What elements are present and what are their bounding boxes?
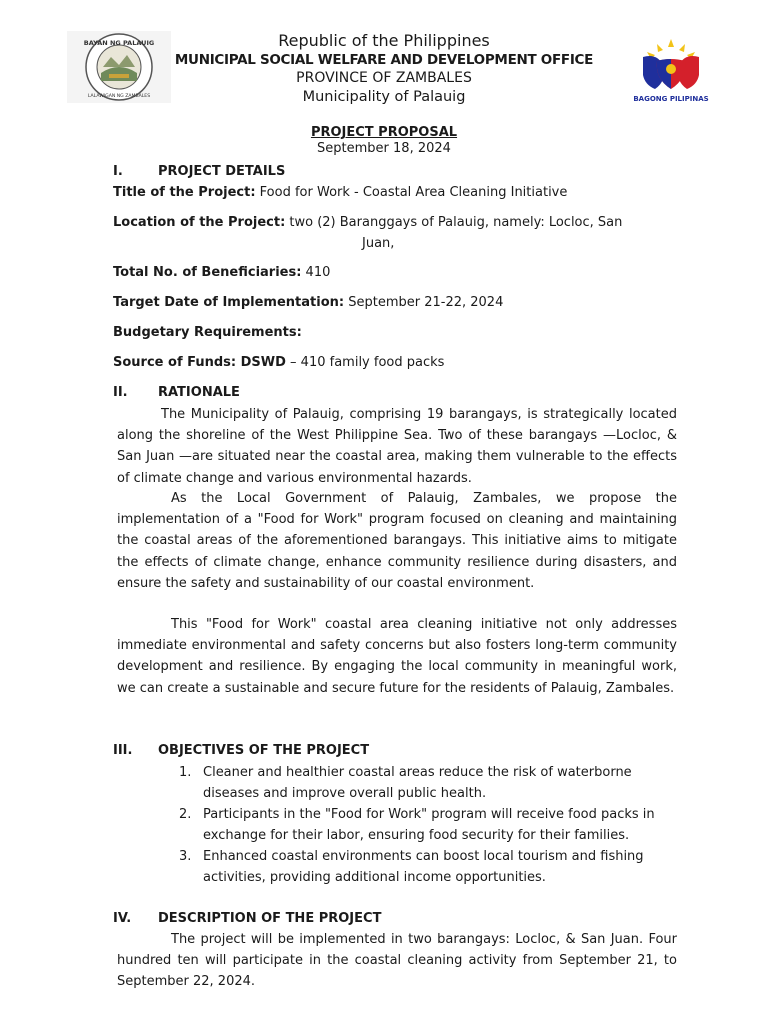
section-heading-objectives: [113, 743, 369, 758]
document-title: PROJECT PROPOSAL: [310, 125, 458, 140]
seal-top-text: BAYAN NG PALAUIG: [83, 39, 155, 47]
field-target-date: [113, 292, 677, 313]
section-heading-rationale: [113, 385, 240, 400]
section-title: OBJECTIVES OF THE PROJECT: [158, 743, 370, 758]
field-label: Title of the Project:: [113, 185, 256, 200]
section-number: III.: [113, 743, 133, 758]
rationale-paragraph-2: As the Local Government of Palauig, Zambales, we propose the implementation of a "Food for Work" program focused on cleaning and maintaining the coastal areas of the aforementioned barangays. This initiative aims to mitigate the effects of climate change, enhance community resilience during disasters, and ensure the safety and sustainability of our coastal environment.: [117, 491, 677, 591]
field-project-title: [113, 182, 677, 203]
header-municipality: Municipality of Palauig: [302, 89, 466, 105]
objective-number: 3.: [179, 849, 192, 864]
header-republic: Republic of the Philippines: [278, 31, 490, 50]
objective-number: 2.: [179, 807, 192, 822]
header-office: MUNICIPAL SOCIAL WELFARE AND DEVELOPMENT OFFICE: [174, 52, 594, 68]
section-heading-description: [113, 911, 381, 926]
objective-text: Cleaner and healthier coastal areas reduce the risk of waterborne diseases and improve overall public health.: [203, 765, 632, 801]
field-budget: [113, 322, 677, 343]
section-title: PROJECT DETAILS: [158, 164, 286, 179]
objective-item: [179, 762, 677, 804]
field-label: Target Date of Implementation:: [113, 295, 345, 310]
field-value: 410: [301, 265, 331, 280]
description-paragraph-1: The project will be implemented in two barangays: Locloc, & San Juan. Four hundred ten will participate in the coastal cleaning activity from September 21, to September 22, 2024.: [117, 932, 677, 990]
objective-number: 1.: [179, 765, 192, 780]
field-location: [113, 212, 677, 233]
field-label: Location of the Project:: [113, 215, 286, 230]
rationale-paragraph-3: This "Food for Work" coastal area cleaning initiative not only addresses immediate environmental and safety concerns but also fosters long-term community development and resilience. By engaging the local community in meaningful work, we can create a sustainable and secure future for the residents of Palauig, Zambales.: [117, 617, 677, 696]
field-beneficiaries: [113, 262, 677, 283]
section-title: RATIONALE: [158, 385, 240, 400]
document-date: September 18, 2024: [317, 141, 451, 156]
field-label: Budgetary Requirements:: [113, 325, 302, 340]
section-title: DESCRIPTION OF THE PROJECT: [158, 911, 382, 926]
seal-bottom-text: LALAWIGAN NG ZAMBALES: [87, 94, 151, 99]
field-value: – 410 family food packs: [285, 355, 445, 370]
section-number: II.: [113, 385, 128, 400]
rationale-paragraph-1: The Municipality of Palauig, comprising 19 barangays, is strategically located along the shoreline of the West Philippine Sea. Two of these barangays —Locloc, & San Juan —are situated near the coastal area, making them vulnerable to the effects of climate change and various environmental hazards.: [117, 407, 677, 486]
field-location-continuation: Juan,: [362, 236, 395, 251]
objective-text: Participants in the "Food for Work" program will receive food packs in exchange for their labor, ensuring food security for their families.: [203, 807, 655, 843]
objective-item: [179, 846, 677, 888]
field-value: two (2) Baranggays of Palauig, namely: Locloc, San: [285, 215, 623, 230]
field-value: Food for Work - Coastal Area Cleaning Initiative: [255, 185, 568, 200]
objective-text: Enhanced coastal environments can boost local tourism and fishing activities, providing additional income opportunities.: [203, 849, 644, 885]
section-heading-details: [113, 164, 285, 179]
field-label: Source of Funds:: [113, 355, 237, 370]
logo-caption: BAGONG PILIPINAS: [633, 95, 709, 103]
objective-item: [179, 804, 677, 846]
field-label: Total No. of Beneficiaries:: [113, 265, 302, 280]
field-value: September 21-22, 2024: [344, 295, 504, 310]
section-number: IV.: [113, 911, 132, 926]
section-number: I.: [113, 164, 123, 179]
header-province: PROVINCE OF ZAMBALES: [296, 70, 472, 86]
field-source: DSWD: [236, 355, 286, 370]
field-source-of-funds: [113, 352, 677, 373]
